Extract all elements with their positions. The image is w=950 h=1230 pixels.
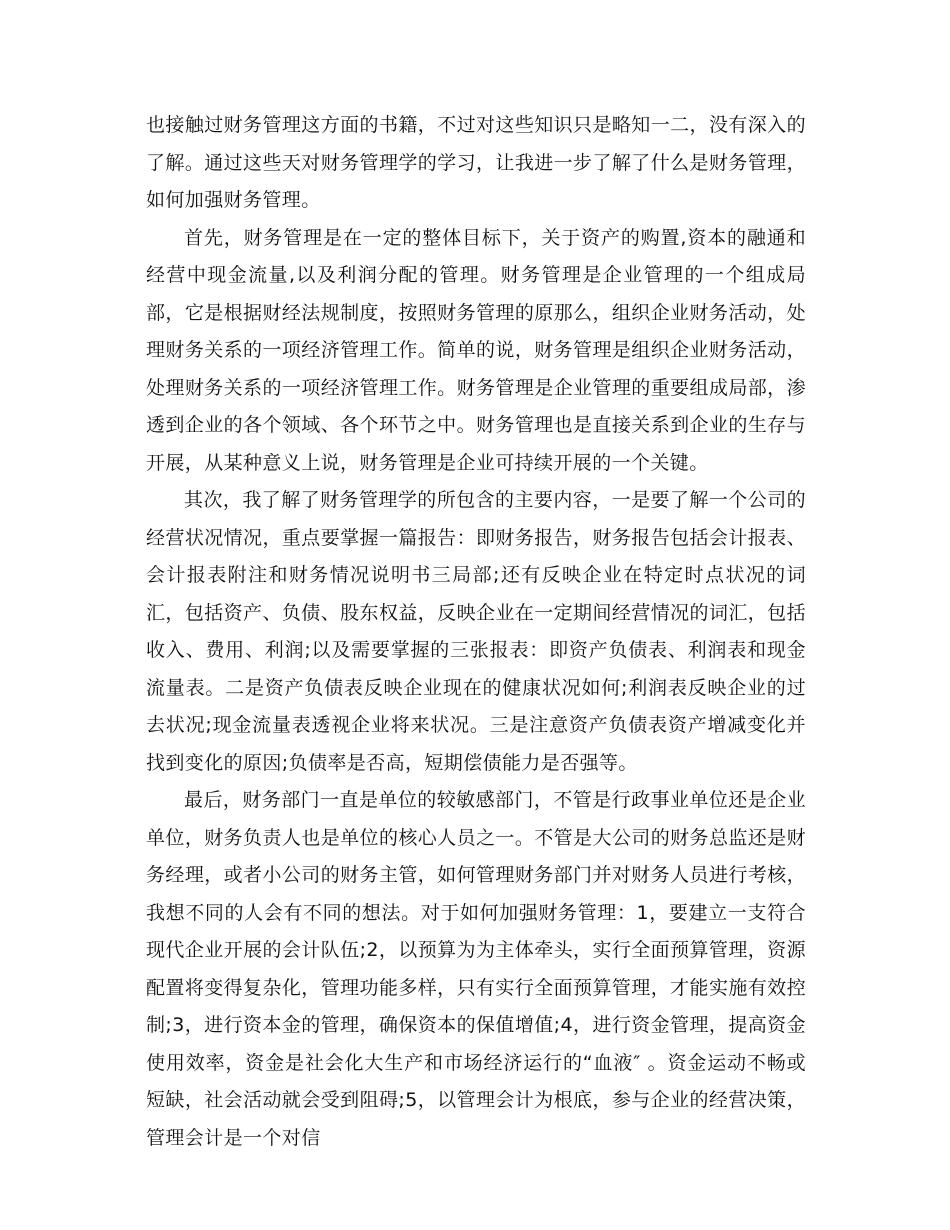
paragraph-firstly: 首先，财务管理是在一定的整体目标下，关于资产的购置,资本的融通和经营中现金流量,以及利润分配的管理。财务管理是企业管理的一个组成局部，它是根据财经法规制度，按照财务管理的原那么，组织企业财务活动，处理财务关系的一项经济管理工作。简单的说，财务管理是组织企业财务活动，处理财务关系的一项经济管理工作。财务管理是企业管理的重要组成局部，渗透到企业的各个领域、各个环节之中。财务管理也是直接关系到企业的生存与开展，从某种意义上说，财务管理是企业可持续开展的一个关键。	[146, 226, 806, 474]
paragraph-secondly: 其次，我了解了财务管理学的所包含的主要内容，一是要了解一个公司的经营状况情况，重点要掌握一篇报告：即财务报告，财务报告包括会计报表、会计报表附注和财务情况说明书三局部;还有反映企业在特定时点状况的词汇，包括资产、负债、股东权益，反映企业在一定期间经营情况的词汇，包括收入、费用、利润;以及需要掌握的三张报表：即资产负债表、利润表和现金流量表。二是资产负债表反映企业现在的健康状况如何;利润表反映企业的过去状况;现金流量表透视企业将来状况。三是注意资产负债表资产增减变化并找到变化的原因;负债率是否高，短期偿债能力是否强等。	[146, 489, 806, 774]
paragraph-intro: 也接触过财务管理这方面的书籍，不过对这些知识只是略知一二，没有深入的了解。通过这些天对财务管理学的学习，让我进一步了解了什么是财务管理，如何加强财务管理。	[146, 114, 806, 211]
document-body	[146, 107, 806, 1157]
paragraph-finally: 最后，财务部门一直是单位的较敏感部门，不管是行政事业单位还是企业单位，财务负责人也是单位的核心人员之一。不管是大公司的财务总监还是财务经理，或者小公司的财务主管，如何管理财务部门并对财务人员进行考核，我想不同的人会有不同的想法。对于如何加强财务管理：1，要建立一支符合现代企业开展的会计队伍;2，以预算为为主体牵头，实行全面预算管理，资源配置将变得复杂化，管理功能多样，只有实行全面预算管理，才能实施有效控制;3，进行资本金的管理，确保资本的保值增值;4，进行资金管理，提高资金使用效率，资金是社会化大生产和市场经济运行的“血液″ 。资金运动不畅或短缺，社会活动就会受到阻碍;5，以管理会计为根底，参与企业的经营决策，管理会计是一个对信	[146, 789, 806, 1149]
